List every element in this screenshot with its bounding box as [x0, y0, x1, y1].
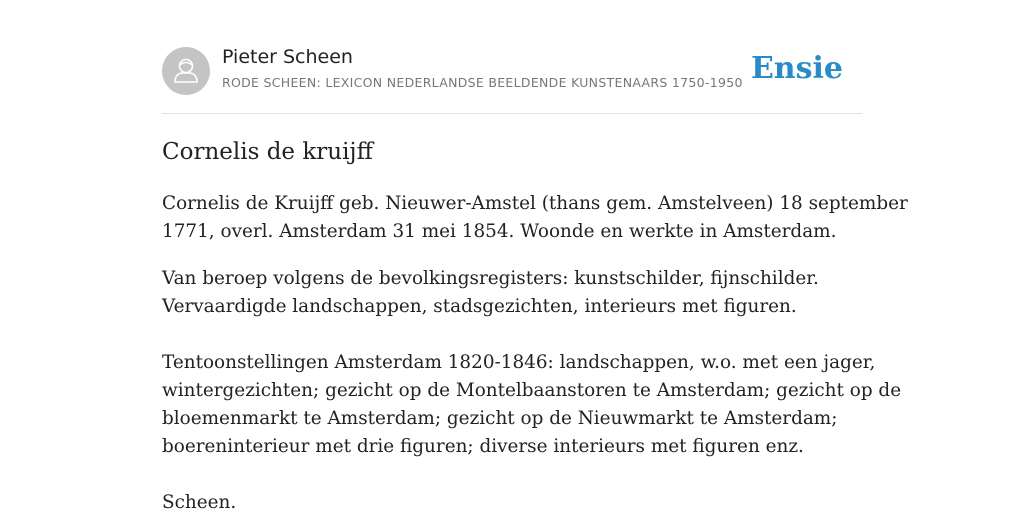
source-title[interactable]: RODE SCHEEN: LEXICON NEDERLANDSE BEELDENDE KUNSTENAARS 1750-1950: [222, 75, 743, 90]
line-break: [162, 321, 862, 349]
user-avatar-icon[interactable]: [162, 47, 210, 95]
text-line: bloemenmarkt te Amsterdam; gezicht op de Nieuwmarkt te Amsterdam;: [162, 408, 838, 429]
article-header: [162, 46, 862, 96]
paragraph-intro: [162, 190, 908, 246]
text-line: Vervaardigde landschappen, stadsgezichten, interieurs met figuren.: [162, 296, 797, 317]
text-line: wintergezichten; gezicht op de Montelbaanstoren te Amsterdam; gezicht op de: [162, 380, 902, 401]
paragraph-details: [162, 265, 902, 512]
line-break: [162, 461, 862, 489]
article-title: Cornelis de kruijff: [162, 139, 373, 165]
header-divider: [162, 113, 862, 114]
text-line: boereninterieur met drie figuren; diverse interieurs met figuren enz.: [162, 436, 804, 457]
text-line: Van beroep volgens de bevolkingsregisters: kunstschilder, fijnschilder.: [162, 268, 819, 289]
text-line: Scheen.: [162, 492, 237, 512]
text-line: Cornelis de Kruijff geb. Nieuwer-Amstel (thans gem. Amstelveen) 18 september: [162, 193, 908, 214]
article-body: [162, 190, 908, 512]
text-line: 1771, overl. Amsterdam 31 mei 1854. Woonde en werkte in Amsterdam.: [162, 221, 837, 242]
ensie-logo[interactable]: Ensie: [750, 51, 843, 86]
author-name[interactable]: Pieter Scheen: [222, 46, 353, 68]
text-line: Tentoonstellingen Amsterdam 1820-1846: landschappen, w.o. met een jager,: [162, 352, 876, 373]
